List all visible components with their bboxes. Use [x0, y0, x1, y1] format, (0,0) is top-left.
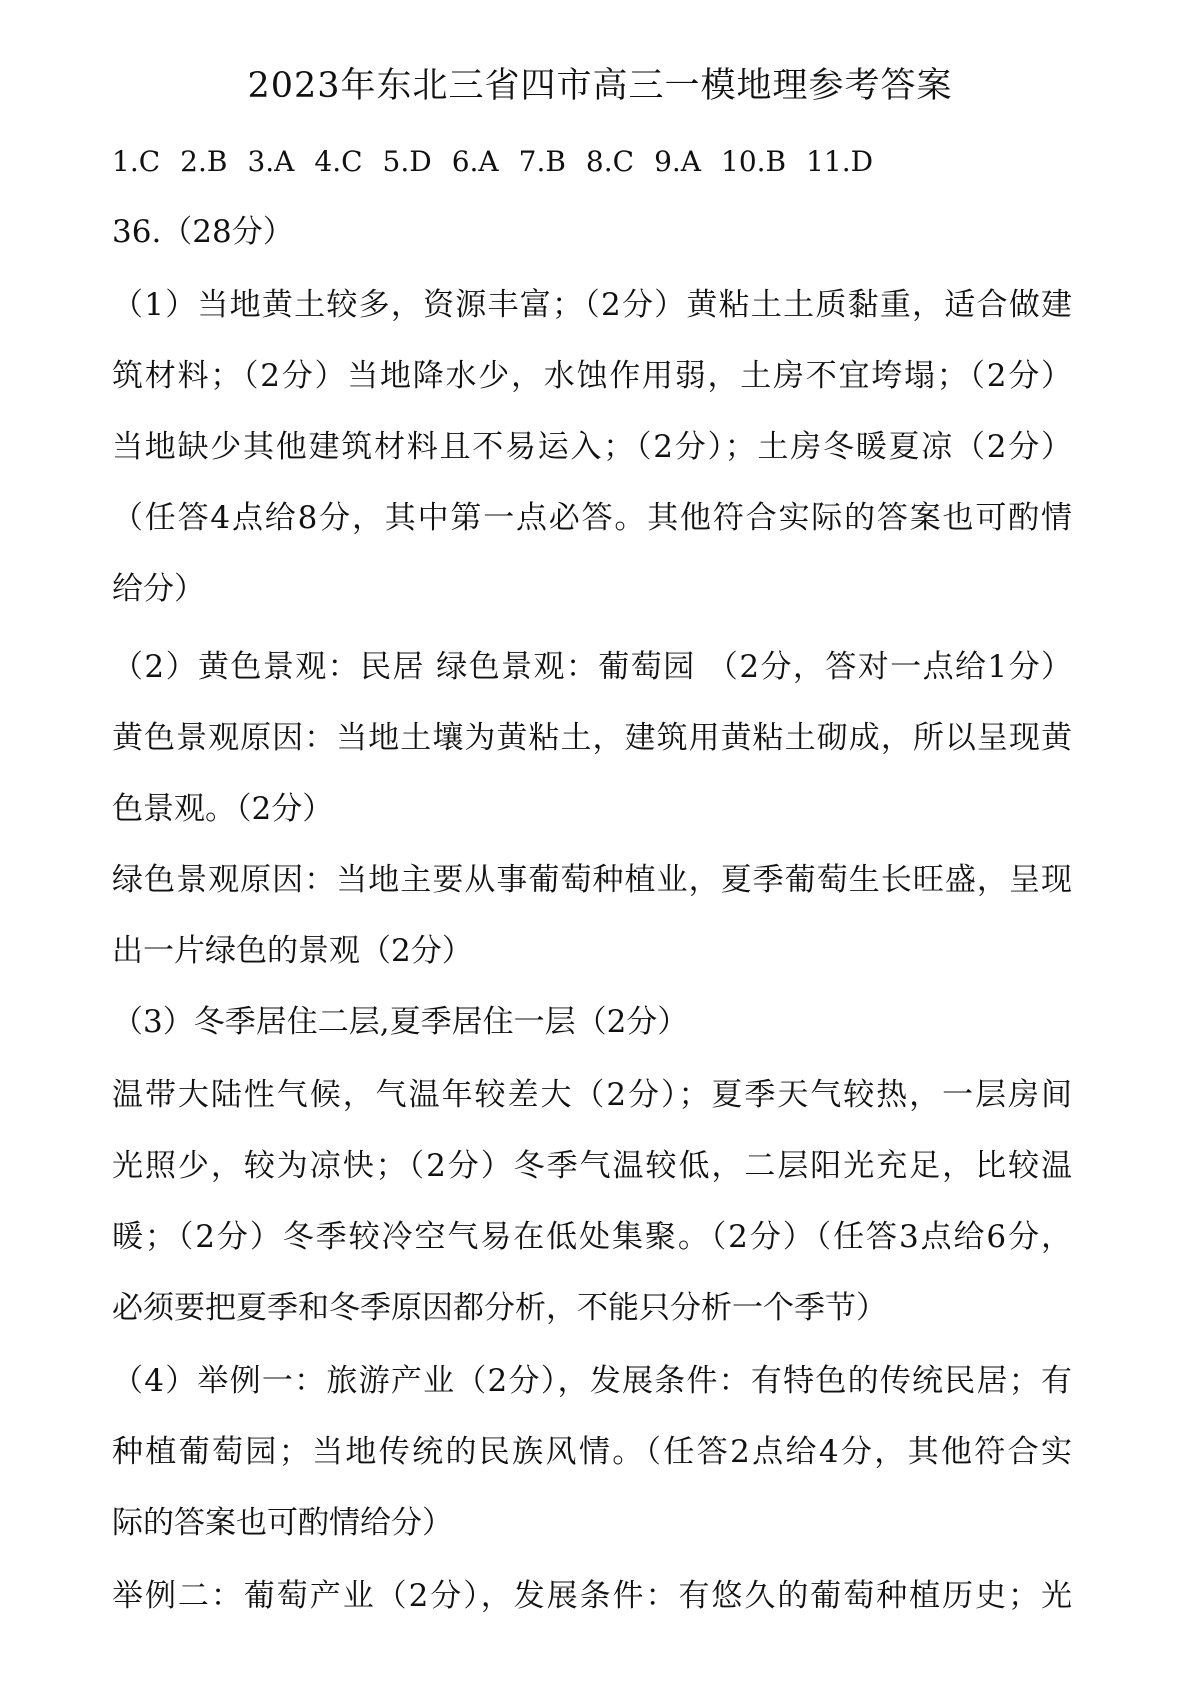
answer-text-line: （4）举例一：旅游产业（2分），发展条件：有特色的传统民居；有: [112, 1363, 1072, 1399]
answer-text-line: 种植葡萄园；当地传统的民族风情。（任答2点给4分，其他符合实: [112, 1434, 1072, 1470]
answer-text-line: 举例二：葡萄产业（2分），发展条件：有悠久的葡萄种植历史；光: [112, 1578, 1072, 1614]
answer-text-line: 给分）: [112, 571, 205, 607]
answer-text-line: 必须要把夏季和冬季原因都分析，不能只分析一个季节）: [112, 1290, 887, 1326]
answer-text-line: 际的答案也可酌情给分）: [112, 1505, 453, 1541]
multiple-choice-answers: [112, 140, 893, 184]
answer-text-line: 出一片绿色的景观（2分）: [112, 933, 473, 969]
answer-text-line: 绿色景观原因：当地主要从事葡萄种植业，夏季葡萄生长旺盛，呈现: [112, 862, 1072, 898]
answer-text-line: （任答4点给8分，其中第一点必答。其他符合实际的答案也可酌情: [112, 500, 1072, 536]
mc-answer: 3.A: [247, 145, 295, 178]
mc-answer: 10.B: [721, 145, 787, 178]
answer-text-line: 光照少，较为凉快；（2分）冬季气温较低，二层阳光充足，比较温: [112, 1148, 1072, 1184]
answer-text-line: 黄色景观原因：当地土壤为黄粘土，建筑用黄粘土砌成，所以呈现黄: [112, 720, 1072, 756]
mc-answer: 11.D: [806, 145, 874, 178]
mc-answer: 2.B: [180, 145, 228, 178]
answer-text-line: 色景观。（2分）: [112, 791, 334, 827]
mc-answer: 1.C: [112, 145, 161, 178]
mc-answer: 5.D: [382, 145, 432, 178]
mc-answer: 7.B: [518, 145, 566, 178]
answer-text-line: 暖；（2分）冬季较冷空气易在低处集聚。（2分）（任答3点给6分，: [112, 1219, 1072, 1255]
mc-answer: 9.A: [654, 145, 701, 178]
answer-text-line: 温带大陆性气候，气温年较差大（2分）；夏季天气较热，一层房间: [112, 1077, 1072, 1113]
mc-answer: 8.C: [585, 145, 635, 178]
answer-text-line: 当地缺少其他建筑材料且不易运入；（2分）；土房冬暖夏凉（2分）: [112, 429, 1072, 465]
page-title: 2023年东北三省四市高三一模地理参考答案: [247, 66, 953, 106]
question-36-heading: 36.（28分）: [112, 214, 294, 250]
answer-text-line: （2）黄色景观：民居 绿色景观：葡萄园 （2分，答对一点给1分）: [112, 649, 1072, 685]
mc-answer: 4.C: [314, 145, 363, 178]
answer-text-line: （3）冬季居住二层,夏季居住一层（2分）: [112, 1004, 689, 1040]
answer-text-line: （1）当地黄土较多，资源丰富；（2分）黄粘土土质黏重，适合做建: [112, 287, 1072, 323]
answer-text-line: 筑材料；（2分）当地降水少，水蚀作用弱，土房不宜垮塌；（2分）: [112, 358, 1072, 394]
mc-answer: 6.A: [451, 145, 499, 178]
